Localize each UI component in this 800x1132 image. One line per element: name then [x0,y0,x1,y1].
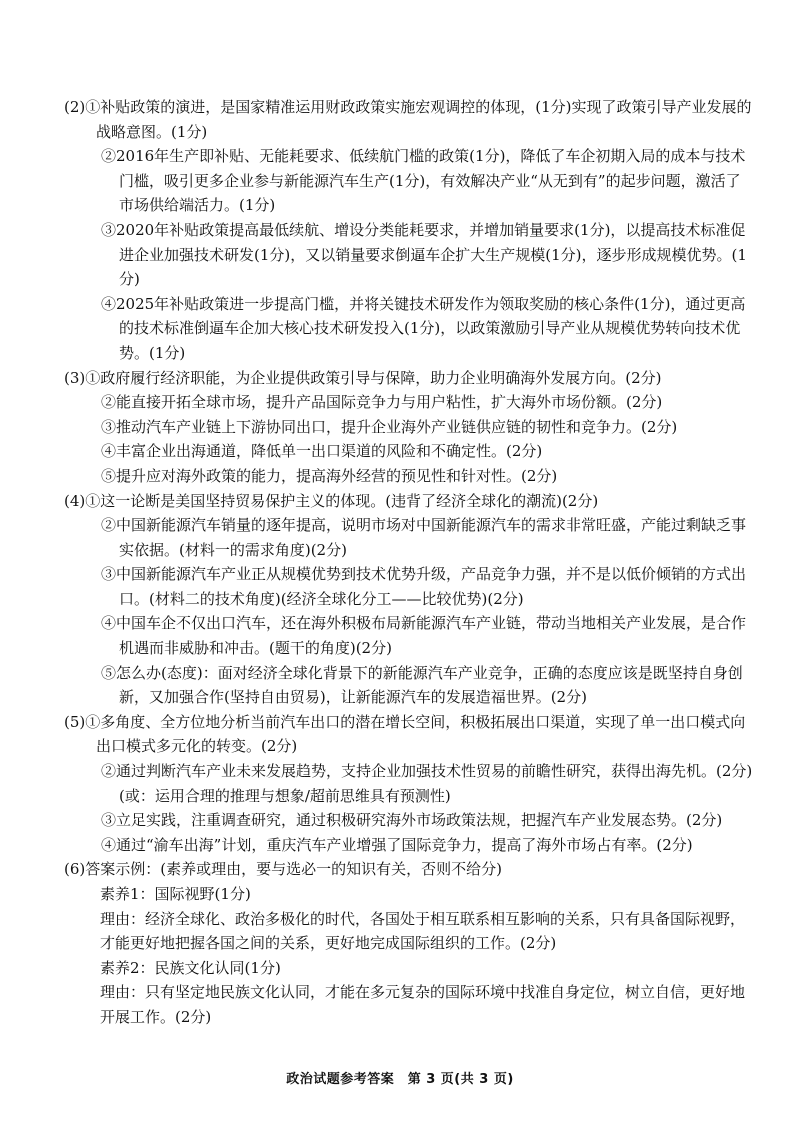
competency-label: 素养2：民族文化认同(1分) [100,958,281,977]
section-number: (5) [64,712,86,731]
section-3 [64,366,754,489]
answer-item: ②通过判断汽车产业未来发展趋势，支持企业加强技术性贸易的前瞻性研究，获得出海先机。(2分)(或：运用合理的推理与想象/超前思维具有预测性) [101,762,753,805]
answer-item: ③中国新能源汽车产业正从规模优势到技术优势升级，产品竞争力强，并不是以低价倾销的方式出口。(材料二的技术角度)(经济全球化分工——比较优势)(2分) [101,565,747,608]
competency-reason: 理由：只有坚定地民族文化认同，才能在多元复杂的国际环境中找准自身定位，树立自信，更好地开展工作。(2分) [100,983,746,1026]
section-number: (2) [64,98,86,116]
section-number: (6) [64,860,86,879]
section-number: (3) [64,368,86,387]
competency-reason: 理由：经济全球化、政治多极化的时代，各国处于相互联系相互影响的关系，只有具备国际视野，才能更好地把握各国之间的关系，更好地完成国际组织的工作。(2分) [100,909,746,953]
answer-item: ⑤怎么办(态度)：面对经济全球化背景下的新能源汽车产业竞争，正确的态度应该是既坚持自身创新，又加强合作(坚持自由贸易)，让新能源汽车的发展造福世界。(2分) [101,663,743,707]
answer-item: ②中国新能源汽车销量的逐年提高，说明市场对中国新能源汽车的需求非常旺盛，产能过剩缺乏事实依据。(材料一的需求角度)(2分) [101,516,747,559]
section-6 [64,857,754,1029]
answer-item: ④中国车企不仅出口汽车，还在海外积极布局新能源汽车产业链，带动当地相关产业发展，是合作机遇而非威胁和冲击。(题干的角度)(2分) [101,614,747,658]
section-number: (4) [64,491,86,510]
answer-content [64,95,754,1030]
answer-item: ⑤提升应对海外政策的能力，提高海外经营的预见性和针对性。(2分) [101,466,558,485]
answer-item: (4)①这一论断是美国坚持贸易保护主义的体现。(违背了经济全球化的潮流)(2分) [64,491,599,510]
answer-item: ③推动汽车产业链上下游协同出口，提升企业海外产业链供应链的韧性和竞争力。(2分) [101,417,678,436]
answer-item: ③立足实践，注重调查研究，通过积极研究海外市场政策法规，把握汽车产业发展态势。(2分) [101,811,723,830]
page-footer: 政治试题参考答案 第 3 页(共 3 页) [286,1072,514,1087]
answer-item: ③2020年补贴政策提高最低续航、增设分类能耗要求，并增加销量要求(1分)，以提高技术标准促进企业加强技术研发(1分)，又以销量要求倒逼车企扩大生产规模(1分)，逐步形成规模优势。(1分) [101,220,747,289]
answer-item: ④丰富企业出海通道，降低单一出口渠道的风险和不确定性。(2分) [101,442,543,461]
answer-item: ④2025年补贴政策进一步提高门槛，并将关键技术研发作为领取奖励的核心条件(1分)，通过更高的技术标准倒逼车企加大核心技术研发投入(1分)，以政策激励引导产业从规模优势转向技术优势。(1分) [101,294,746,362]
answer-item: ②2016年生产即补贴、无能耗要求、低续航门槛的政策(1分)，降低了车企初期入局的成本与技术门槛，吸引更多企业参与新能源汽车生产(1分)，有效解决产业“从无到有”的起步问题，激活了市场供给端活力。(1分) [101,147,746,215]
section-5 [64,710,754,858]
answer-item: ④通过“渝车出海”计划，重庆汽车产业增强了国际竞争力，提高了海外市场占有率。(2分) [101,835,693,854]
answer-item: (2)①补贴政策的演进，是国家精准运用财政政策实施宏观调控的体现，(1分)实现了政策引导产业发展的战略意图。(1分) [64,98,752,141]
section-2 [64,95,754,366]
answer-item: (6)答案示例：(素养或理由，要与选必一的知识有关，否则不给分) [64,860,502,879]
competency-label: 素养1：国际视野(1分) [100,885,251,903]
answer-item: ②能直接开拓全球市场，提升产品国际竞争力与用户粘性，扩大海外市场份额。(2分) [101,393,663,412]
answer-item: (5)①多角度、全方位地分析当前汽车出口的潜在增长空间，积极拓展出口渠道，实现了单一出口模式向出口模式多元化的转变。(2分) [64,712,746,756]
answer-item: (3)①政府履行经济职能，为企业提供政策引导与保障，助力企业明确海外发展方向。(2分) [64,368,662,387]
section-4 [64,489,754,710]
